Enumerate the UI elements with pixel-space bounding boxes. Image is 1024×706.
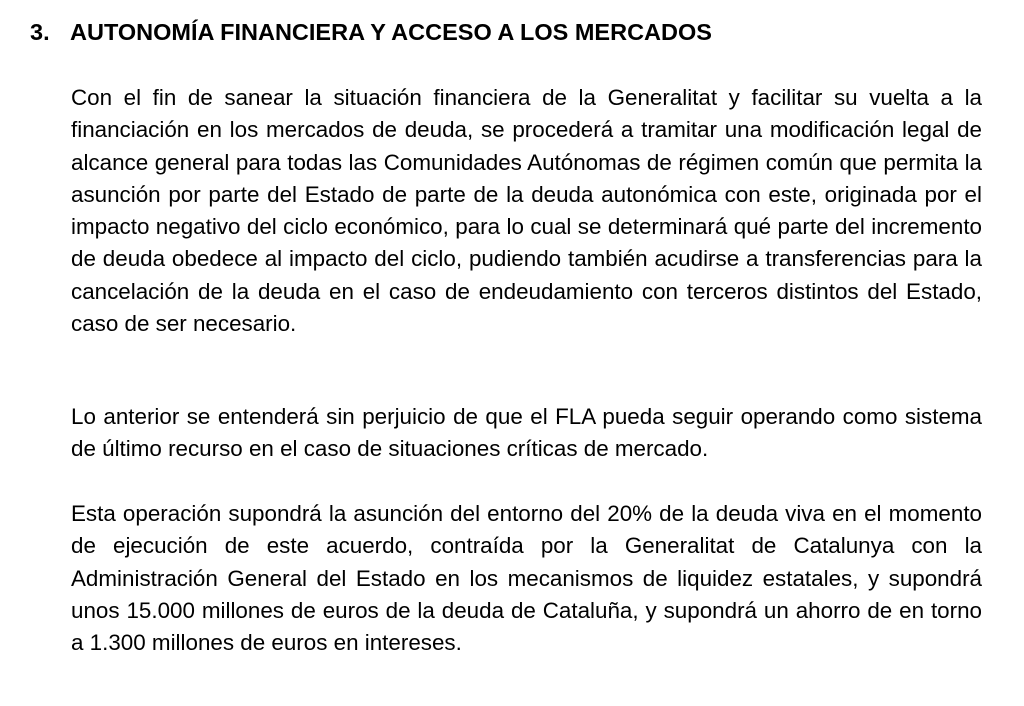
- paragraph-2: Lo anterior se entenderá sin perjuicio de que el FLA pueda seguir operando como sistema de último recurso en el caso de situaciones críticas de mercado.: [71, 404, 982, 462]
- section-heading: [30, 17, 712, 47]
- paragraph-3: Esta operación supondrá la asunción del entorno del 20% de la deuda viva en el momento de ejecución de este acuerdo, contraída por la Generalitat de Catalunya con la Administración General del Estado en los mecanismos de liquidez estatales, y supondrá unos 15.000 millones de euros de la deuda de Cataluña, y supondrá un ahorro de en torno a 1.300 millones de euros en intereses.: [71, 501, 982, 656]
- section-title: AUTONOMÍA FINANCIERA Y ACCESO A LOS MERCADOS: [70, 19, 712, 45]
- section-number: 3.: [30, 19, 50, 45]
- paragraph-1: Con el fin de sanear la situación financiera de la Generalitat y facilitar su vuelta a la financiación en los mercados de deuda, se procederá a tramitar una modificación legal de alcance general para todas las Comunidades Autónomas de régimen común que permita la asunción por parte del Estado de parte de la deuda autonómica con este, originada por el impacto negativo del ciclo económico, para lo cual se determinará qué parte del incremento de deuda obedece al impacto del ciclo, pudiendo también acudirse a transferencias para la cancelación de la deuda en el caso de endeudamiento con terceros distintos del Estado, caso de ser necesario.: [71, 85, 982, 337]
